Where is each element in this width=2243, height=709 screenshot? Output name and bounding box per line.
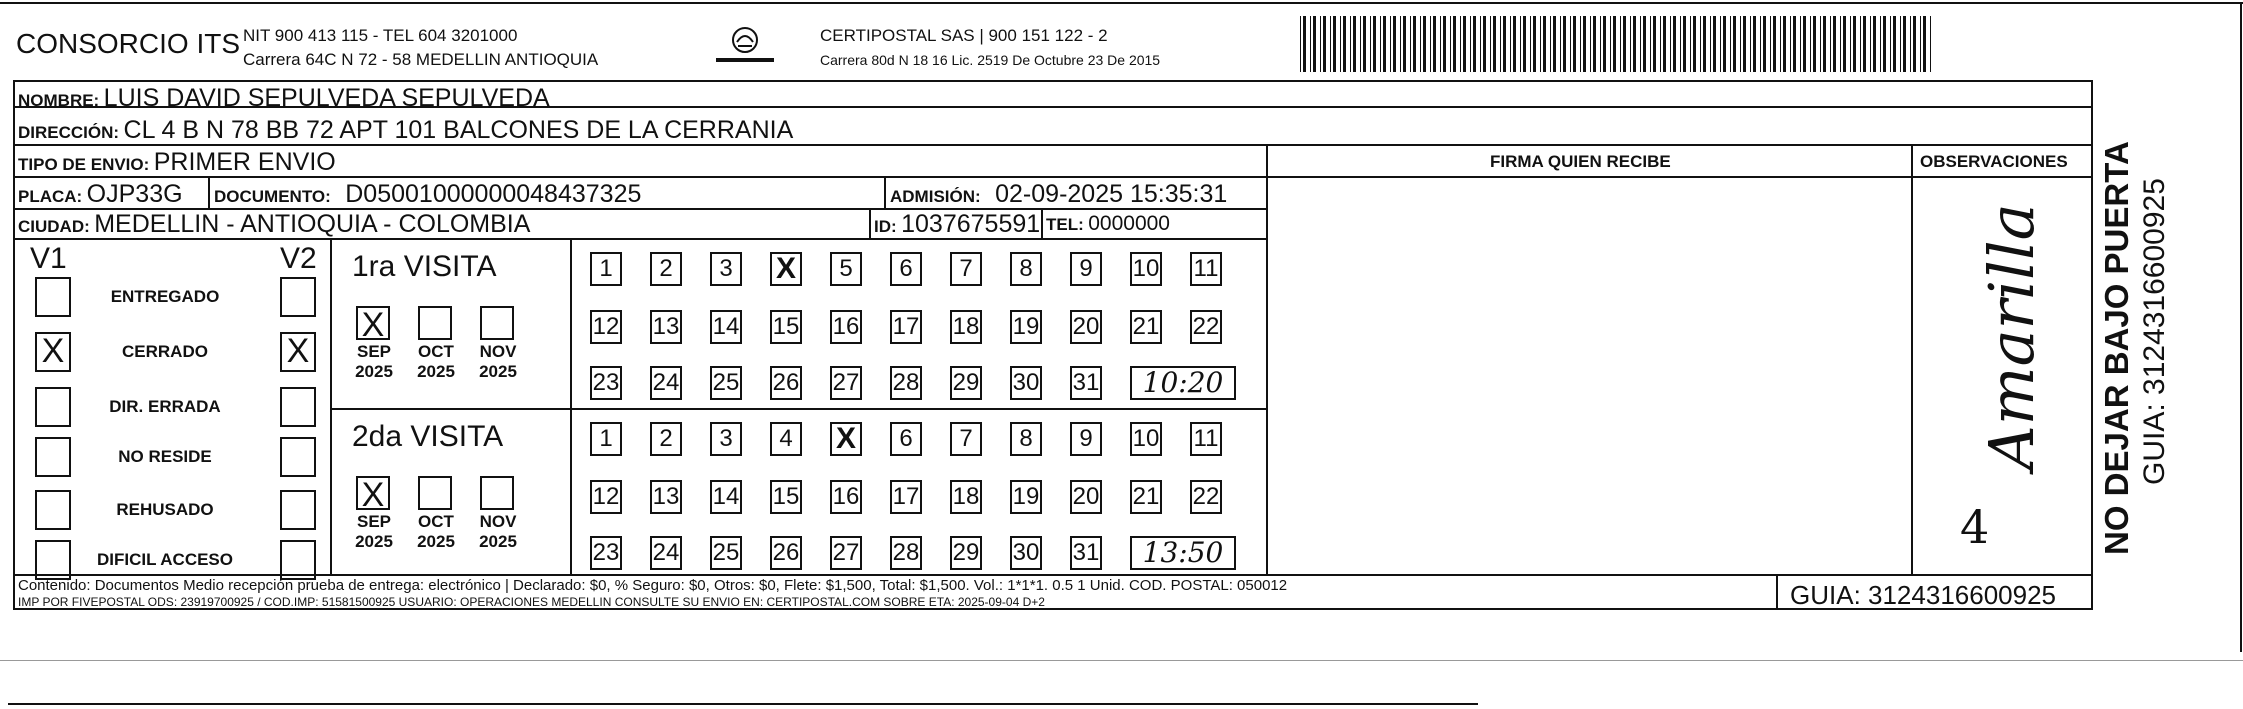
barcode-bar [1540,16,1541,72]
barcode-bar [1330,16,1331,72]
barcode-bar [1803,16,1806,72]
barcode-bar [1910,16,1911,72]
barcode-bar [1310,16,1311,72]
barcode-bar [1740,16,1741,72]
day-box[interactable]: 18 [950,310,982,344]
side-guia-text: GUIA: 3124316600925 [2138,178,2171,485]
barcode-bar [1730,16,1731,72]
barcode-bar [1473,16,1476,72]
barcode-bar [1850,16,1851,72]
barcode-bar [1590,16,1591,72]
barcode-bar [1450,16,1451,72]
day-box[interactable]: 21 [1130,480,1162,514]
day-box[interactable]: 7 [950,252,982,286]
visit-separator [330,408,1267,410]
cell-divider [884,176,886,208]
barcode-bar [1403,16,1406,72]
day-box[interactable]: 6 [890,422,922,456]
barcode-bar [1903,16,1906,72]
barcode-bar [1723,16,1726,72]
day-box[interactable]: 1 [590,252,622,286]
v2-checkbox[interactable] [280,277,316,317]
barcode-bar [1853,16,1856,72]
barcode-bar [1833,16,1836,72]
observations-left-border [1911,144,1913,574]
barcode-bar [1333,16,1336,72]
day-box[interactable] [830,422,862,456]
top-border [0,2,2243,4]
barcode-bar [1423,16,1426,72]
barcode-bar [1460,16,1461,72]
day-box[interactable]: 22 [1190,480,1222,514]
barcode-bar [1373,16,1376,72]
city-label: CIUDAD: [18,217,90,236]
barcode-bar [1463,16,1466,72]
barcode-bar [1690,16,1691,72]
day-box[interactable]: 12 [590,310,622,344]
day-box[interactable]: 23 [590,366,622,400]
barcode-bar [1900,16,1901,72]
no-dejar-text: NO DEJAR BAJO PUERTA [2098,141,2135,555]
day-box[interactable]: 3 [710,252,742,286]
day-box[interactable]: 20 [1070,480,1102,514]
barcode-bar [1793,16,1796,72]
barcode-bar [1890,16,1891,72]
admission-label: ADMISIÓN: [890,187,981,206]
plate-row [18,180,183,209]
barcode-bar [1650,16,1651,72]
company-address: Carrera 64C N 72 - 58 MEDELLIN ANTIOQUIA [243,50,599,69]
day-box[interactable]: 17 [890,310,922,344]
barcode-bar [1343,16,1346,72]
barcode-bar [1790,16,1791,72]
company-nit: NIT 900 413 115 - TEL 604 3201000 [243,26,518,45]
footer-imp-line: IMP POR FIVEPOSTAL ODS: 23919700925 / COD.IMP: 51581500925 USUARIO: OPERACIONES MEDELLIN CONSULTE SU ENVIO EN: CERTIPOSTAL.COM SOBRE ETA: 2025-09-04 D+2 [18,595,1045,609]
footer-guia: GUIA: 3124316600925 [1790,580,2056,610]
barcode-bar [1320,16,1321,72]
barcode-bar [1503,16,1506,72]
barcode-bar [1603,16,1606,72]
barcode-bar [1363,16,1366,72]
barcode-bar [1340,16,1341,72]
barcode-bar [1490,16,1491,72]
day-box[interactable]: 17 [890,480,922,514]
signature-left-border [1266,144,1268,574]
barcode-bar [1360,16,1361,72]
barcode-bar [1640,16,1641,72]
status-label: REHUSADO [116,500,214,519]
barcode-bar [1413,16,1416,72]
barcode-bar [1770,16,1771,72]
barcode-bar [1303,16,1306,72]
admission-value: 02-09-2025 15:35:31 [995,180,1228,208]
barcode-bar [1763,16,1766,72]
footer-content-line: Contenido: Documentos Medio recepción prueba de entrega: electrónico | Declarado: $0, % Seguro: $0, Otros: $0, Flete: $1,500, Total: $1,500. Vol.: 1*1*1. 0.5 1 Unid. COD. POSTAL: 050012 [18,577,1288,594]
barcode-bar [1580,16,1581,72]
barcode-bar [1813,16,1816,72]
barcode-bar [1780,16,1781,72]
day-box[interactable]: 14 [710,310,742,344]
day-box[interactable]: 9 [1070,252,1102,286]
visit-title: 2da VISITA [352,420,504,453]
barcode-bar [1880,16,1881,72]
barcode-bar [1313,16,1316,72]
barcode-bar [1550,16,1551,72]
tel-value: 0000000 [1088,212,1170,235]
document-label: DOCUMENTO: [214,187,331,206]
barcode-bar [1810,16,1811,72]
v2-checkbox[interactable] [280,387,316,427]
status-label: DIR. ERRADA [109,397,221,416]
barcode-bar [1400,16,1401,72]
barcode-bar [1513,16,1516,72]
id-value: 1037675591 [901,210,1041,238]
year-label: 2025 [417,532,455,551]
barcode-bar [1773,16,1776,72]
barcode-bar [1863,16,1866,72]
day-box[interactable]: 25 [710,366,742,400]
barcode-bar [1410,16,1411,72]
observations-handwriting: Amarilla [1975,203,2048,470]
month-checkbox[interactable] [480,476,514,510]
day-box[interactable]: 30 [1010,536,1042,570]
barcode-bar [1753,16,1756,72]
barcode-bar [1733,16,1736,72]
day-box[interactable]: 23 [590,536,622,570]
barcode-bar [1420,16,1421,72]
day-box[interactable]: 10 [1130,422,1162,456]
barcode-bar [1610,16,1611,72]
barcode-bar [1573,16,1576,72]
barcode-bar [1510,16,1511,72]
day-box[interactable]: 21 [1130,310,1162,344]
day-box[interactable]: 19 [1010,310,1042,344]
month-label: OCT [418,512,454,531]
day-box[interactable]: 9 [1070,422,1102,456]
barcode-bar [1683,16,1686,72]
barcode-bar [1593,16,1596,72]
barcode-bar [1600,16,1601,72]
day-box[interactable]: 11 [1190,422,1222,456]
barcode-bar [1830,16,1831,72]
tel-label: TEL: [1046,215,1084,234]
barcode-bar [1553,16,1556,72]
day-box[interactable]: 4 [770,422,802,456]
barcode-bar [1860,16,1861,72]
tel-cell [1046,212,1170,236]
day-box[interactable]: 31 [1070,366,1102,400]
day-box[interactable]: 13 [650,310,682,344]
v2-checkbox[interactable] [280,490,316,530]
barcode-bar [1483,16,1486,72]
cell-divider [208,176,210,208]
barcode-bar [1693,16,1696,72]
barcode-bar [1663,16,1666,72]
admission-cell [890,180,1227,209]
barcode-bar [1353,16,1356,72]
city-row [18,210,530,239]
barcode-bar [1660,16,1661,72]
visit-title: 1ra VISITA [352,250,497,283]
barcode-bar [1500,16,1501,72]
v1-header: V1 [30,242,67,275]
status-divider [330,238,332,574]
barcode-bar [1570,16,1571,72]
day-box[interactable]: 2 [650,422,682,456]
barcode-bar [1703,16,1706,72]
day-box[interactable]: 26 [770,536,802,570]
day-box[interactable]: 18 [950,480,982,514]
barcode-bar [1883,16,1886,72]
month-checkbox[interactable] [418,476,452,510]
footer-top-line [13,574,2093,576]
day-box[interactable]: 15 [770,310,802,344]
scan-bottom-line [8,703,1478,705]
barcode-bar [1390,16,1391,72]
year-label: 2025 [479,532,517,551]
day-box[interactable]: 13 [650,480,682,514]
plate-label: PLACA: [18,187,83,206]
day-box[interactable]: 14 [710,480,742,514]
barcode-bar [1443,16,1446,72]
barcode-bar [1870,16,1871,72]
right-page-edge [2240,2,2242,652]
visit-time-box: 10:20 [1130,366,1236,400]
barcode-bar [1583,16,1586,72]
year-label: 2025 [355,532,393,551]
day-box[interactable]: 22 [1190,310,1222,344]
day-box[interactable]: 27 [830,536,862,570]
observations-mark: 4 [1960,500,1990,554]
day-box[interactable]: 19 [1010,480,1042,514]
barcode-bar [1520,16,1521,72]
barcode-bar [1643,16,1646,72]
barcode-bar [1673,16,1676,72]
barcode-bar [1430,16,1431,72]
barcode-bar [1913,16,1916,72]
day-box[interactable]: 26 [770,366,802,400]
day-box[interactable]: 20 [1070,310,1102,344]
day-box[interactable]: 28 [890,536,922,570]
month-checkbox[interactable] [480,306,514,340]
shipment-label: TIPO DE ENVIO: [18,155,150,174]
day-box[interactable]: 12 [590,480,622,514]
month-label: SEP [356,512,392,531]
month-label: SEP [356,342,392,361]
barcode-bar [1440,16,1441,72]
barcode-bar [1653,16,1656,72]
barcode-bar [1820,16,1821,72]
postal-address: Carrera 80d N 18 16 Lic. 2519 De Octubre 23 De 2015 [820,52,1161,68]
address-row [18,116,793,145]
barcode-bar [1920,16,1921,72]
month-checkbox[interactable] [418,306,452,340]
barcode-bar [1783,16,1786,72]
v2-checkbox[interactable] [280,332,316,372]
barcode-bar [1523,16,1526,72]
day-box[interactable]: 11 [1190,252,1222,286]
day-box[interactable]: 10 [1130,252,1162,286]
day-box[interactable]: 24 [650,366,682,400]
day-box[interactable]: 2 [650,252,682,286]
barcode-bar [1380,16,1381,72]
barcode-bar [1623,16,1626,72]
barcode-bar [1393,16,1396,72]
id-cell [874,210,1040,239]
day-box[interactable]: 28 [890,366,922,400]
day-box[interactable]: 30 [1010,366,1042,400]
day-box[interactable]: 15 [770,480,802,514]
day-box[interactable]: 8 [1010,252,1042,286]
barcode-bar [1560,16,1561,72]
barcode-bar [1720,16,1721,72]
year-label: 2025 [479,362,517,381]
cell-divider [869,208,871,238]
barcode-bar [1543,16,1546,72]
status-label: ENTREGADO [110,287,220,306]
day-box[interactable]: 27 [830,366,862,400]
barcode-bar [1923,16,1926,72]
barcode-bar [1633,16,1636,72]
barcode-bar [1823,16,1826,72]
month-checkbox[interactable] [356,476,390,510]
postal-company: CERTIPOSTAL SAS | 900 151 122 - 2 [820,26,1108,45]
v2-header: V2 [280,242,317,275]
year-label: 2025 [417,362,455,381]
month-checkbox[interactable] [356,306,390,340]
barcode-bar [1630,16,1631,72]
barcode-bar [1300,16,1301,72]
month-label: NOV [479,342,517,361]
barcode-bar [1743,16,1746,72]
status-label: NO RESIDE [118,447,212,466]
day-box[interactable]: 16 [830,310,862,344]
barcode-bar [1930,16,1931,72]
barcode-bar [1713,16,1716,72]
barcode-bar [1710,16,1711,72]
plate-value: OJP33G [86,180,183,208]
barcode-bar [1843,16,1846,72]
address-value: CL 4 B N 78 BB 72 APT 101 BALCONES DE LA CERRANIA [123,116,794,144]
barcode-bar [1670,16,1671,72]
barcode-bar [1493,16,1496,72]
day-box[interactable]: 29 [950,366,982,400]
month-label: NOV [479,512,517,531]
scan-edge-line [0,660,2243,661]
visit-time-box: 13:50 [1130,536,1236,570]
barcode-bar [1480,16,1481,72]
day-box[interactable]: 7 [950,422,982,456]
day-box[interactable]: 16 [830,480,862,514]
id-label: ID: [874,217,897,236]
cell-divider [1041,208,1043,238]
status-label: DIFICIL ACCESO [96,550,233,569]
v2-checkbox[interactable] [280,437,316,477]
barcode-bar [1433,16,1436,72]
barcode-bar [1700,16,1701,72]
city-value: MEDELLIN - ANTIOQUIA - COLOMBIA [94,210,531,238]
day-box[interactable] [770,252,802,286]
company-name: CONSORCIO ITS [16,28,241,59]
name-label: NOMBRE: [18,91,100,110]
barcode-bar [1613,16,1616,72]
day-box[interactable]: 3 [710,422,742,456]
name-row [18,84,550,113]
shipment-value: PRIMER ENVIO [153,148,336,176]
day-box[interactable]: 6 [890,252,922,286]
signature-header: FIRMA QUIEN RECIBE [1490,152,1671,171]
address-label: DIRECCIÓN: [18,123,120,142]
document-cell [214,180,641,209]
barcode-bar [1840,16,1841,72]
barcode-bar [1680,16,1681,72]
barcode-bar [1873,16,1876,72]
barcode-bar [1530,16,1531,72]
day-box[interactable]: 25 [710,536,742,570]
year-label: 2025 [355,362,393,381]
day-box[interactable]: 8 [1010,422,1042,456]
status-label: CERRADO [122,342,208,361]
barcode-bar [1533,16,1536,72]
day-box[interactable]: 5 [830,252,862,286]
barcode-bar [1620,16,1621,72]
barcode-bar [1470,16,1471,72]
barcode-bar [1563,16,1566,72]
barcode-bar [1453,16,1456,72]
barcode-bar [1370,16,1371,72]
document-value: D05001000000048437325 [345,180,642,208]
barcode-bar [1800,16,1801,72]
certipostal-logo [710,20,780,70]
name-value: LUIS DAVID SEPULVEDA SEPULVEDA [103,84,550,112]
day-box[interactable]: 1 [590,422,622,456]
day-box[interactable]: 31 [1070,536,1102,570]
observations-header: OBSERVACIONES [1920,152,2068,171]
day-box[interactable]: 29 [950,536,982,570]
barcode-bar [1350,16,1351,72]
barcode-bar [1750,16,1751,72]
barcode [1300,16,1940,72]
barcode-bar [1893,16,1896,72]
shipment-row [18,148,336,177]
day-box[interactable]: 24 [650,536,682,570]
month-label: OCT [418,342,454,361]
barcode-bar [1760,16,1761,72]
visit-divider [570,238,572,574]
footer-divider [1776,574,1778,610]
barcode-bar [1383,16,1386,72]
barcode-bar [1323,16,1326,72]
